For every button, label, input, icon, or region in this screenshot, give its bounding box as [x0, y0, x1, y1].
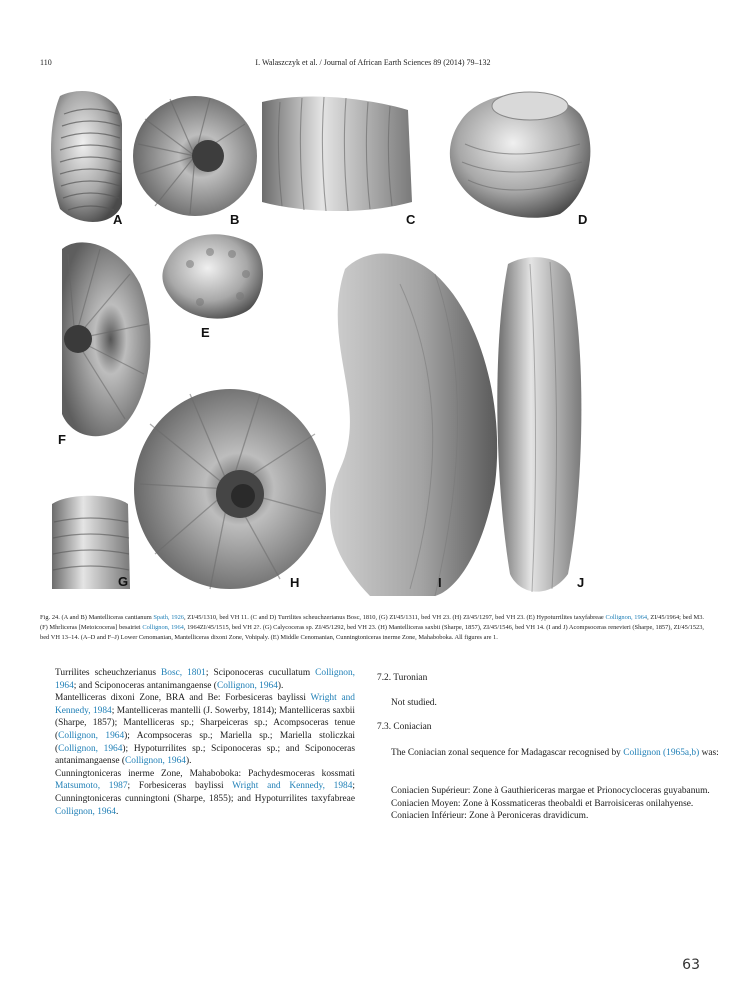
ref-link[interactable]: Collignon, 1964: [58, 730, 125, 741]
caption-link-collignon-2[interactable]: Collignon, 1964: [142, 624, 184, 631]
ref-link[interactable]: Collignon, 1964: [55, 668, 356, 691]
specimen-c: [262, 96, 412, 211]
ref-link[interactable]: Collignon, 1964: [55, 806, 116, 817]
specimen-i: [330, 254, 497, 596]
page-number: 110: [40, 58, 52, 67]
ref-link[interactable]: Collignon, 1964: [58, 743, 123, 754]
specimen-h: [134, 389, 326, 589]
caption-link-spath[interactable]: Spath, 1926: [153, 614, 184, 621]
ref-link[interactable]: Wright and Kennedy, 1984: [55, 693, 355, 716]
plate-label-b: B: [230, 212, 240, 227]
ref-link[interactable]: Wright and Kennedy, 1984: [232, 781, 353, 792]
journal-citation-header: I. Walaszczyk et al. / Journal of African Earth Sciences 89 (2014) 79–132: [255, 58, 491, 67]
plate-label-i: I: [438, 575, 442, 590]
zone-list-continuation: Turrilites scheuchzerianus Bosc, 1801; Sciponoceras cucullatum Collignon, 1964; and Sciponoceras antanimangaense (Collignon, 1964).: [55, 668, 356, 691]
ref-link-collignon-1965[interactable]: Collignon (1965a,b): [623, 748, 700, 758]
zone-superieur: Coniacien Supérieur: Zone à Gauthiericeras margae et Prionocycloceras guyabanum.: [391, 786, 710, 796]
plate-label-f: F: [58, 432, 66, 447]
coniacian-zone-list: [391, 785, 720, 823]
ref-link[interactable]: Matsumoto, 1987: [55, 781, 128, 792]
zone-moyen: Coniacien Moyen: Zone à Kossmaticeras theobaldi et Barroisiceras onilahyense.: [391, 798, 694, 809]
figure-caption: Fig. 24. (A and B) Mantelliceras cantianum Spath, 1926, ZI/45/1310, bed VH 11. (C and D) Turrilites scheuchzerianus Bosc, 1810, (G) ZI/45/1311, bed VH 23. (H) ZI/45/1297, bed VH 23. (E) Hypoturrilites taxyfabreae Collignon, 1964, ZI/45/1964; bed M3. (F) Mhrliceras [Metoicoceras] besairiei Collignon, 1964, 1964ZI/45/1515, bed VH 2?. (G) Calycoceras sp. ZI/45/1292, bed VH 23. (H) Mantelliceras saxbii (Sharpe, 1857), ZI/45/1546, bed VH 14. (I and J) Acompsoceras renevieri (Sharpe, 1857), ZI/45/1523, bed VH 13–14. (A–D and F–J) Lower Cenomanian, Mantelliceras dixoni Zone, Vohipaly. (E) Middle Cenomanian, Cunningtoniceras inerme Zone, Mahaboboka. All figures are 1.: [40, 614, 705, 641]
plate-label-c: C: [406, 212, 416, 227]
specimen-b: [133, 96, 257, 216]
caption-link-collignon[interactable]: Collignon, 1964: [605, 614, 648, 621]
cunningtoniceras-zone-paragraph: Cunningtoniceras inerme Zone, Mahaboboka: Pachydesmoceras kossmati Matsumoto, 1987; Forbesiceras baylissi Wright and Kennedy, 1984; Cunningtoniceras cunningtoni (Sharpe, 1855); and Hypoturrilites taxyfabreae Collignon, 1964.: [55, 768, 355, 817]
fossil-plate-figure: [40, 84, 706, 600]
plate-label-d: D: [578, 212, 588, 227]
plate-label-a: A: [113, 212, 123, 227]
plate-label-e: E: [201, 325, 210, 340]
left-column-text: [55, 667, 355, 818]
specimen-f: [62, 242, 150, 436]
mantelliceras-dixoni-zone-paragraph: Mantelliceras dixoni Zone, BRA and Be: Forbesiceras baylissi Wright and Kennedy, 1984; Mantelliceras mantelli (J. Sowerby, 1814); Mantelliceras saxbii (Sharpe, 1857); Mantelliceras sp.; Sharpeiceras sp.; Acompsoceras tenue (Collignon, 1964); Acompsoceras sp.; Mariella sp.; Mariella stoliczkai (Collignon, 1964); Hypoturrilites sp.; Sciponoceras sp.; and Sciponoceras antanimangaense (Collignon, 1964).: [55, 693, 355, 767]
not-studied-text: Not studied.: [391, 698, 437, 708]
page-footer-number: 63: [682, 957, 700, 973]
section-heading-turonian: 7.2. Turonian: [377, 673, 428, 683]
ref-link[interactable]: Collignon, 1964: [216, 680, 278, 691]
specimen-a: [51, 91, 122, 222]
coniacian-intro-paragraph: The Coniacian zonal sequence for Madagascar recognised by Collignon (1965a,b) was:: [391, 748, 719, 758]
section-heading-coniacian: 7.3. Coniacian: [377, 722, 432, 732]
zone-inferieur: Coniacien Inférieur: Zone à Peroniceras dravidicum.: [391, 811, 589, 822]
plate-label-j: J: [577, 575, 585, 590]
plate-label-g: G: [118, 574, 129, 589]
specimen-j: [497, 257, 581, 592]
specimen-e: [162, 234, 263, 318]
ref-link[interactable]: Collignon, 1964: [125, 756, 186, 767]
ref-link[interactable]: Bosc, 1801: [161, 668, 206, 678]
plate-label-h: H: [290, 575, 300, 590]
specimen-d: [450, 92, 591, 218]
